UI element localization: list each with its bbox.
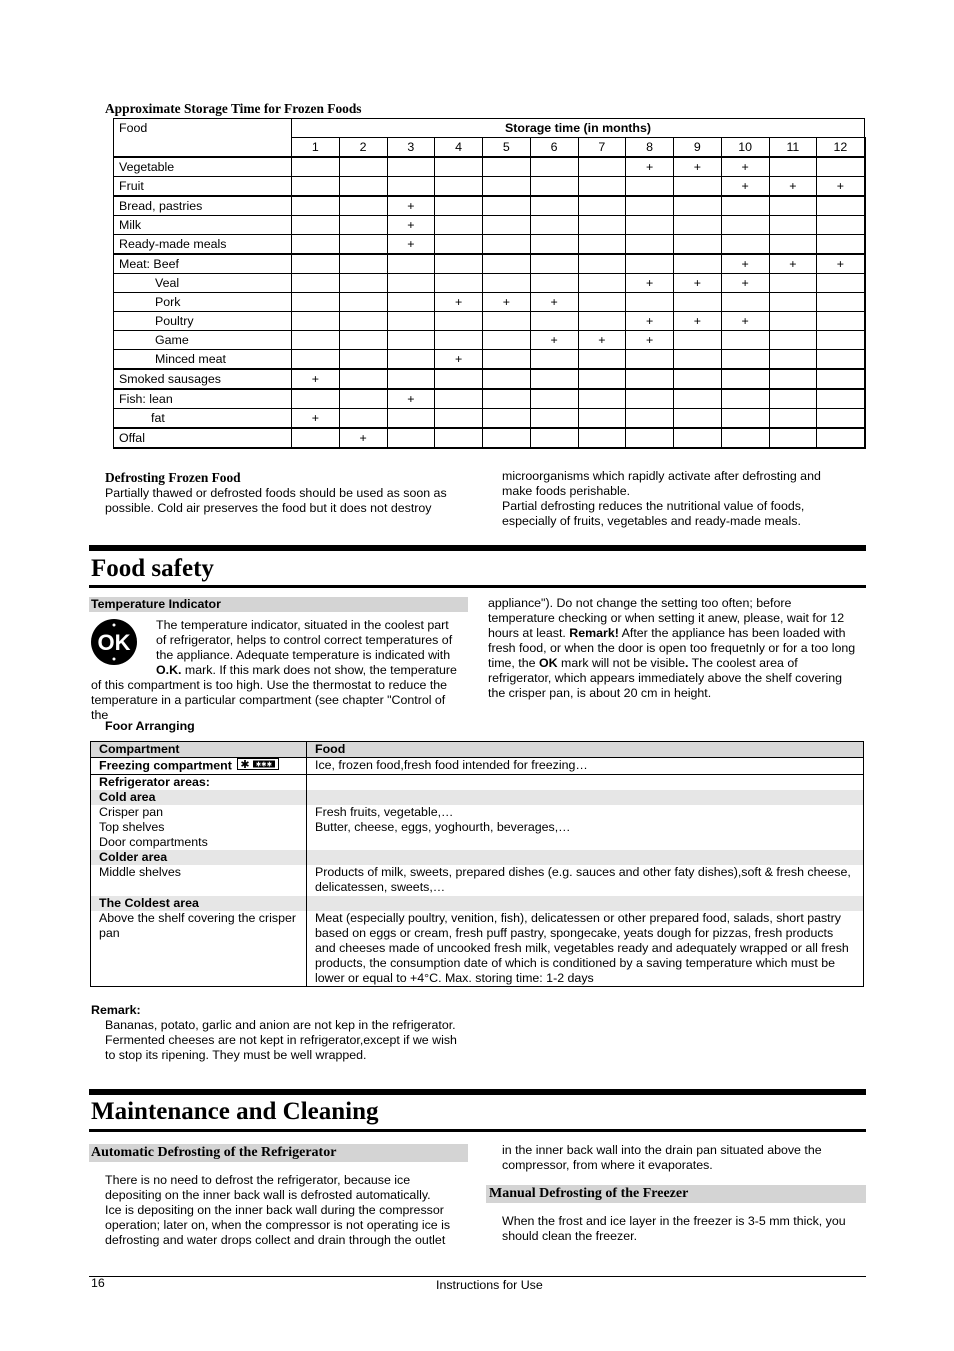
storage-cell <box>626 216 674 235</box>
storage-cell <box>483 312 531 331</box>
storage-cell <box>721 428 769 448</box>
storage-cell <box>530 350 578 370</box>
storage-cell <box>483 254 531 274</box>
storage-cell <box>626 293 674 312</box>
storage-cell <box>435 157 483 177</box>
storage-row <box>114 331 865 350</box>
storage-cell <box>721 409 769 429</box>
month-header-9: 9 <box>674 138 722 158</box>
storage-cell: + <box>721 157 769 177</box>
storage-cell <box>339 177 387 197</box>
storage-cell <box>483 350 531 370</box>
storage-cell <box>626 350 674 370</box>
storage-cell <box>769 389 817 409</box>
storage-cell <box>721 350 769 370</box>
storage-cell <box>339 293 387 312</box>
storage-cell <box>674 369 722 389</box>
storage-cell <box>339 369 387 389</box>
colder-area-item: Middle shelves <box>91 865 307 896</box>
storage-cell <box>483 369 531 389</box>
storage-cell <box>721 196 769 216</box>
month-header-6: 6 <box>530 138 578 158</box>
storage-cell <box>339 312 387 331</box>
storage-cell: + <box>721 254 769 274</box>
month-header-3: 3 <box>387 138 435 158</box>
storage-row <box>114 369 865 389</box>
storage-cell <box>674 428 722 448</box>
colder-area-food: Products of milk, sweets, prepared dishes (e.g. sauces and other faty dishes),soft & fresh cheese, delicatessen, sweets,… <box>307 865 864 896</box>
food-safety-title: Food safety <box>91 555 214 582</box>
storage-cell <box>292 350 340 370</box>
coldest-area-item: Above the shelf covering the crisper pan <box>91 911 307 987</box>
storage-cell <box>578 157 626 177</box>
storage-cell <box>292 331 340 350</box>
storage-cell: + <box>626 331 674 350</box>
storage-row <box>114 216 865 235</box>
storage-cell <box>626 409 674 429</box>
storage-cell <box>769 293 817 312</box>
food-label: Pork <box>114 293 292 312</box>
storage-cell: + <box>674 312 722 331</box>
storage-row <box>114 428 865 448</box>
compartment-header: Compartment <box>91 742 307 758</box>
freezing-compartment-food: Ice, frozen food,fresh food intended for freezing… <box>307 758 864 775</box>
storage-cell <box>483 331 531 350</box>
storage-cell <box>578 369 626 389</box>
storage-cell <box>769 196 817 216</box>
defrosting-heading: Defrosting Frozen Food <box>105 470 241 485</box>
storage-cell <box>387 293 435 312</box>
storage-cell <box>530 312 578 331</box>
storage-cell <box>530 409 578 429</box>
cold-area-foods: Fresh fruits, vegetable,… Butter, cheese, eggs, yoghourth, beverages,… <box>307 805 864 850</box>
footer-title: Instructions for Use <box>436 1278 543 1292</box>
storage-row <box>114 350 865 370</box>
storage-cell <box>626 389 674 409</box>
storage-cell: + <box>435 293 483 312</box>
storage-cell <box>387 157 435 177</box>
storage-cell <box>292 216 340 235</box>
defrosting-right-text-1: microorganisms which rapidly activate after defrosting and make foods perishable. <box>502 469 821 498</box>
storage-cell <box>339 350 387 370</box>
food-arranging-heading: Foor Arranging <box>105 719 195 733</box>
auto-defrost-heading: Automatic Defrosting of the Refrigerator <box>91 1145 337 1160</box>
storage-cell <box>817 274 865 293</box>
storage-cell <box>817 312 865 331</box>
maintenance-title: Maintenance and Cleaning <box>91 1098 379 1125</box>
food-label: Ready-made meals <box>114 235 292 255</box>
storage-cell <box>387 274 435 293</box>
food-label: Meat: Beef <box>114 254 292 274</box>
storage-cell <box>674 389 722 409</box>
storage-cell <box>817 157 865 177</box>
storage-cell <box>292 274 340 293</box>
storage-cell <box>435 409 483 429</box>
storage-cell <box>292 389 340 409</box>
storage-row <box>114 274 865 293</box>
food-label: Fruit <box>114 177 292 197</box>
food-label: Minced meat <box>114 350 292 370</box>
storage-cell <box>674 293 722 312</box>
storage-cell <box>339 216 387 235</box>
storage-cell <box>339 389 387 409</box>
food-label: Veal <box>114 274 292 293</box>
storage-cell <box>292 196 340 216</box>
storage-cell <box>578 389 626 409</box>
storage-row <box>114 235 865 255</box>
storage-cell <box>530 389 578 409</box>
storage-cell <box>817 235 865 255</box>
svg-text:✱✱✱: ✱✱✱ <box>256 760 273 769</box>
storage-cell: + <box>387 389 435 409</box>
storage-cell <box>721 235 769 255</box>
storage-cell <box>530 157 578 177</box>
food-label: Fish: lean <box>114 389 292 409</box>
storage-cell <box>769 216 817 235</box>
storage-cell <box>435 389 483 409</box>
storage-cell <box>483 274 531 293</box>
storage-cell: + <box>626 274 674 293</box>
storage-cell: + <box>626 157 674 177</box>
storage-row <box>114 196 865 216</box>
food-label: Poultry <box>114 312 292 331</box>
storage-cell <box>435 196 483 216</box>
storage-cell: + <box>769 254 817 274</box>
storage-cell <box>674 196 722 216</box>
storage-cell <box>769 428 817 448</box>
storage-cell <box>483 157 531 177</box>
section-rule-bottom <box>89 585 866 588</box>
frozen-storage-table <box>113 118 866 449</box>
storage-cell: + <box>387 196 435 216</box>
storage-cell <box>578 254 626 274</box>
storage-cell <box>292 254 340 274</box>
manual-defrost-heading: Manual Defrosting of the Freezer <box>489 1186 689 1201</box>
storage-cell: + <box>530 331 578 350</box>
food-label: Vegetable <box>114 157 292 177</box>
storage-cell <box>674 409 722 429</box>
storage-cell <box>721 216 769 235</box>
storage-row <box>114 389 865 409</box>
storage-cell <box>483 389 531 409</box>
storage-cell <box>387 409 435 429</box>
storage-cell: + <box>817 177 865 197</box>
maintenance-rule-bottom <box>89 1129 866 1132</box>
storage-cell <box>483 216 531 235</box>
storage-cell <box>339 235 387 255</box>
storage-cell <box>817 216 865 235</box>
storage-cell <box>435 235 483 255</box>
storage-cell <box>387 177 435 197</box>
storage-cell <box>530 196 578 216</box>
storage-cell <box>578 350 626 370</box>
storage-cell <box>817 350 865 370</box>
storage-cell <box>674 235 722 255</box>
storage-cell <box>292 235 340 255</box>
storage-cell <box>817 369 865 389</box>
storage-cell <box>578 428 626 448</box>
month-header-10: 10 <box>721 138 769 158</box>
storage-cell <box>578 274 626 293</box>
storage-row <box>114 312 865 331</box>
storage-cell <box>626 235 674 255</box>
storage-cell <box>817 293 865 312</box>
storage-cell <box>674 254 722 274</box>
storage-row <box>114 177 865 197</box>
storage-cell <box>530 177 578 197</box>
storage-cell <box>817 331 865 350</box>
temp-indicator-heading: Temperature Indicator <box>91 597 221 611</box>
storage-cell <box>339 274 387 293</box>
svg-text:OK: OK <box>97 630 131 655</box>
storage-cell <box>817 428 865 448</box>
storage-cell <box>578 177 626 197</box>
section-rule-top <box>89 545 866 551</box>
storage-cell <box>769 350 817 370</box>
storage-cell <box>721 369 769 389</box>
storage-cell <box>769 157 817 177</box>
storage-cell <box>483 428 531 448</box>
manual-defrost-text: When the frost and ice layer in the freezer is 3-5 mm thick, you should clean the freezer. <box>502 1214 846 1243</box>
storage-cell <box>435 177 483 197</box>
storage-cell <box>721 389 769 409</box>
storage-cell <box>817 196 865 216</box>
page-number: 16 <box>91 1276 105 1290</box>
storage-cell: + <box>339 428 387 448</box>
storage-cell: + <box>292 369 340 389</box>
storage-cell <box>626 428 674 448</box>
storage-cell: + <box>483 293 531 312</box>
storage-cell: + <box>292 409 340 429</box>
storage-cell <box>769 331 817 350</box>
storage-cell <box>626 177 674 197</box>
temp-indicator-left-text: The temperature indicator, situated in the coolest part of refrigerator, helps to control correct temperatures of the appliance. Adequate temperature is indicated with O.K. mark. If this mark does not show, the temperature of this compartment is too high. Use the thermostat to reduce the temperature in a particular compartment (see chapter "Control of the <box>91 618 457 722</box>
storage-cell <box>387 350 435 370</box>
storage-cell <box>769 235 817 255</box>
defrosting-left-text: Partially thawed or defrosted foods should be used as soon as possible. Cold air preserves the food but it does not destroy <box>105 486 447 515</box>
storage-row <box>114 157 865 177</box>
storage-cell <box>483 235 531 255</box>
storage-cell <box>339 196 387 216</box>
storage-cell <box>578 196 626 216</box>
storage-cell: + <box>387 216 435 235</box>
storage-cell <box>817 409 865 429</box>
storage-cell: + <box>387 235 435 255</box>
storage-cell <box>674 331 722 350</box>
month-header-7: 7 <box>578 138 626 158</box>
storage-cell <box>292 177 340 197</box>
storage-cell: + <box>817 254 865 274</box>
storage-cell <box>530 274 578 293</box>
storage-cell <box>387 254 435 274</box>
storage-cell <box>578 216 626 235</box>
storage-row <box>114 409 865 429</box>
month-header-8: 8 <box>626 138 674 158</box>
storage-cell <box>674 177 722 197</box>
storage-time-header: Storage time (in months) <box>292 119 865 138</box>
colder-area-label: Colder area <box>91 850 307 865</box>
remark-heading: Remark: <box>91 1003 141 1017</box>
storage-cell <box>721 293 769 312</box>
svg-text:✱: ✱ <box>240 758 250 770</box>
storage-cell <box>674 350 722 370</box>
month-header-2: 2 <box>339 138 387 158</box>
month-header-12: 12 <box>817 138 865 158</box>
storage-cell <box>292 312 340 331</box>
storage-cell: + <box>721 274 769 293</box>
storage-cell <box>292 293 340 312</box>
storage-table-caption: Approximate Storage Time for Frozen Foods <box>105 101 362 116</box>
storage-cell <box>530 369 578 389</box>
storage-cell: + <box>530 293 578 312</box>
storage-cell <box>387 331 435 350</box>
storage-cell: + <box>721 312 769 331</box>
storage-cell: + <box>435 350 483 370</box>
storage-cell <box>817 389 865 409</box>
storage-cell <box>578 409 626 429</box>
food-label: fat <box>114 409 292 429</box>
storage-cell <box>435 428 483 448</box>
temp-indicator-right-text: appliance"). Do not change the setting too often; before temperature checking or when setting it anew, please, wait for 12 hours at least. Remark! After the appliance has been loaded with fresh food, or when the door is open too frequetnly or for a too long time, the OK mark will not be visible. The coolest area of refrigerator, which appears immediately above the shelf covering the crisper pan, is about 20 cm in height. <box>488 596 856 700</box>
remark-text: Bananas, potato, garlic and anion are not kep in the refrigerator. Fermented cheeses are not kept in refrigerator,except if we wish to stop its ripening. They must be well wrapped. <box>105 1018 457 1062</box>
freezer-stars-icon <box>237 758 279 774</box>
storage-cell <box>578 235 626 255</box>
storage-cell <box>292 157 340 177</box>
storage-cell: + <box>626 312 674 331</box>
storage-cell <box>483 177 531 197</box>
storage-cell <box>483 409 531 429</box>
storage-cell <box>769 312 817 331</box>
storage-row <box>114 254 865 274</box>
storage-cell <box>626 254 674 274</box>
storage-cell <box>483 196 531 216</box>
storage-cell: + <box>721 177 769 197</box>
storage-cell <box>387 428 435 448</box>
freezing-compartment-cell: Freezing compartment ✱ ✱✱✱ <box>91 758 307 775</box>
storage-cell <box>339 409 387 429</box>
storage-cell <box>578 293 626 312</box>
storage-cell <box>387 369 435 389</box>
storage-cell <box>339 254 387 274</box>
storage-cell <box>626 196 674 216</box>
footer-rule <box>89 1276 866 1277</box>
storage-cell <box>530 235 578 255</box>
storage-cell <box>674 216 722 235</box>
food-label: Offal <box>114 428 292 448</box>
storage-cell <box>530 428 578 448</box>
storage-cell <box>435 331 483 350</box>
storage-cell <box>292 428 340 448</box>
maintenance-rule-top <box>89 1089 866 1095</box>
cold-area-items: Crisper pan Top shelves Door compartments <box>91 805 307 850</box>
storage-cell: + <box>578 331 626 350</box>
storage-cell <box>435 369 483 389</box>
auto-defrost-text-1: There is no need to defrost the refrigerator, because ice depositing on the inner back wall is defrosted automatically. <box>105 1173 431 1202</box>
food-arranging-table <box>90 741 864 987</box>
refrigerator-areas-label: Refrigerator areas: <box>91 775 307 791</box>
month-header-4: 4 <box>435 138 483 158</box>
storage-cell: + <box>674 157 722 177</box>
auto-defrost-text-2: Ice is depositing on the inner back wall during the compressor operation; later on, when the compressor is not operating ice is defrosting and water drops collect and drain through the outlet <box>105 1203 451 1247</box>
food-label: Milk <box>114 216 292 235</box>
defrosting-right-text-2: Partial defrosting reduces the nutritional value of foods, especially of fruits, vegetables and ready-made meals. <box>502 499 805 528</box>
storage-cell: + <box>769 177 817 197</box>
storage-cell <box>769 369 817 389</box>
storage-cell <box>530 254 578 274</box>
storage-cell: + <box>674 274 722 293</box>
storage-cell <box>769 274 817 293</box>
storage-cell <box>578 312 626 331</box>
storage-cell <box>626 369 674 389</box>
food-label: Bread, pastries <box>114 196 292 216</box>
storage-cell <box>339 157 387 177</box>
storage-cell <box>435 312 483 331</box>
month-header-5: 5 <box>483 138 531 158</box>
storage-cell <box>769 409 817 429</box>
storage-cell <box>387 312 435 331</box>
storage-cell <box>530 216 578 235</box>
coldest-area-food: Meat (especially poultry, venition, fish), delicatessen or other prepared food, salads, short pastry based on eggs or cream, fresh puff pastry, spongecake, yeats dough for pizzas, fresh products and cheeses made of uncooked fresh milk, vegetables ready and adequately wrapped or all fresh products, the consumption date of which is conditioned by a saving temperature which must be lower or equal to +4°C. Max. storing time: 1-2 days <box>307 911 864 987</box>
storage-cell <box>339 331 387 350</box>
month-header-11: 11 <box>769 138 817 158</box>
coldest-area-label: The Coldest area <box>91 896 307 911</box>
storage-cell <box>435 274 483 293</box>
storage-cell <box>721 331 769 350</box>
storage-row <box>114 293 865 312</box>
food-header: Food <box>307 742 864 758</box>
food-label: Smoked sausages <box>114 369 292 389</box>
cold-area-label: Cold area <box>91 790 307 805</box>
auto-defrost-right-text: in the inner back wall into the drain pan situated above the compressor, from where it evaporates. <box>502 1143 822 1172</box>
food-column-header: Food <box>114 119 292 158</box>
storage-cell <box>435 216 483 235</box>
food-label: Game <box>114 331 292 350</box>
month-header-1: 1 <box>292 138 340 158</box>
storage-cell <box>435 254 483 274</box>
